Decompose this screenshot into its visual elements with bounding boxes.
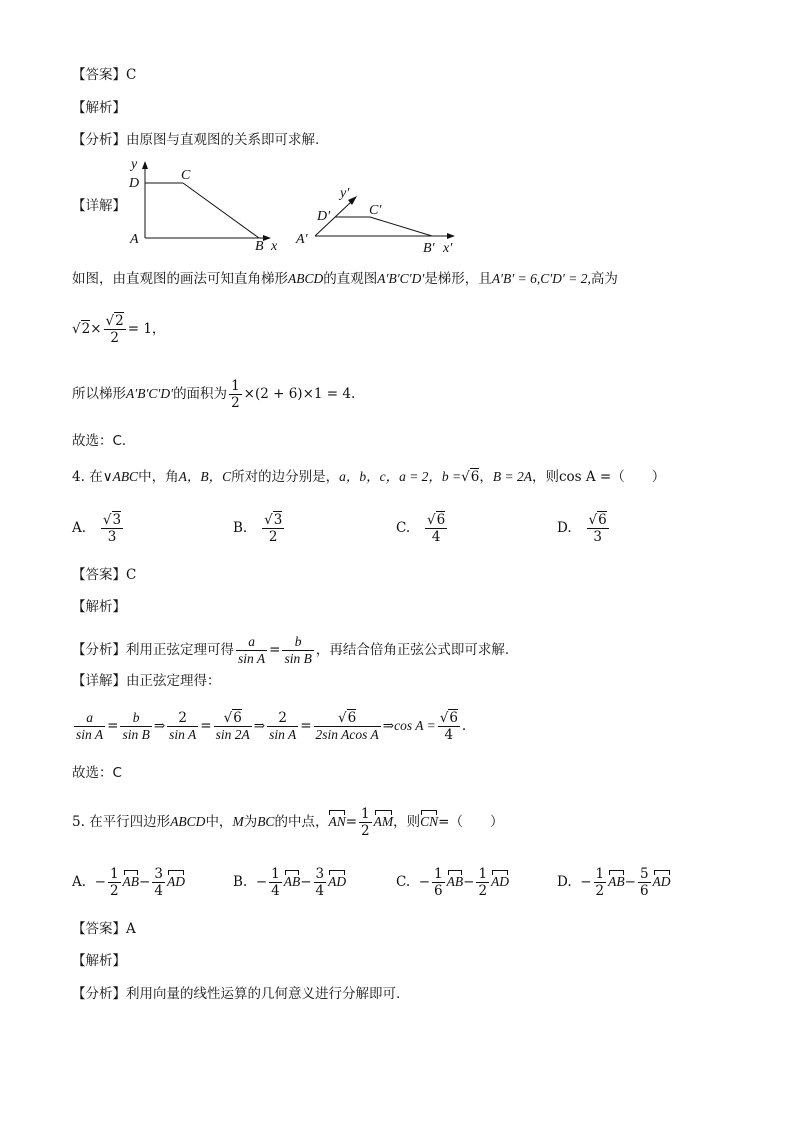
label-A-prime: A′ <box>296 232 308 247</box>
fenxi-tag: 【分析】 <box>72 986 126 1002</box>
equals: = <box>345 814 358 830</box>
minus: − <box>255 874 268 890</box>
minus: − <box>94 874 106 890</box>
equals: = <box>269 642 281 658</box>
vector-AN: AN <box>328 814 346 829</box>
numerator: a <box>74 710 105 727</box>
denominator: 4 <box>431 529 441 545</box>
q4-stem: 4. 在∨ABC中，角A，B，C所对的边分别是，a，b，c，a = 2，b =√6，B = 2A，则cos A =（ ） <box>72 469 666 485</box>
text: 中，角 <box>138 469 179 485</box>
denominator: 2 <box>231 395 240 411</box>
numerator: a <box>236 634 267 651</box>
option-label: A. <box>72 874 87 890</box>
text: 的面积为 <box>173 386 228 402</box>
option-label: A. <box>72 520 87 536</box>
numerator: 3 <box>273 512 283 528</box>
q5-option-a[interactable] <box>72 866 185 899</box>
numerator: 1 <box>109 866 119 882</box>
denominator: sin B <box>122 727 150 742</box>
text: 在平行四边形 <box>89 814 171 830</box>
text: 的中点， <box>274 814 329 830</box>
numerator: 1 <box>478 866 488 882</box>
label-y: y <box>131 157 138 172</box>
denominator: 4 <box>154 883 163 899</box>
math: a，b，c，a = 2，b = <box>339 469 462 484</box>
denominator: 2 <box>595 883 605 899</box>
xiangjie-tag: 【详解】 <box>72 673 126 689</box>
label-x-prime: x′ <box>443 241 453 256</box>
answer-tag: 【答案】 <box>72 567 126 583</box>
text: 利用正弦定理可得 <box>126 642 234 658</box>
numerator: 1 <box>434 866 443 882</box>
math: ∨ABC <box>102 469 139 484</box>
denominator: 2 <box>268 529 278 545</box>
vector-AD: AD <box>328 874 347 889</box>
q4-guxuan: 故选：C <box>72 765 122 781</box>
denominator: 2 <box>478 883 488 899</box>
numerator: 6 <box>436 512 446 528</box>
fraction: $\frac{√2}{2}$ <box>105 313 124 346</box>
figure-original-trapezoid <box>125 152 285 252</box>
text: 如图，由直观图的画法可知直角梯形 <box>72 271 288 287</box>
q5-answer-line <box>72 920 136 938</box>
denominator: 2 <box>110 330 119 346</box>
option-label: D. <box>557 874 572 890</box>
math: ABCD <box>288 271 324 286</box>
vector-AB: AB <box>608 874 625 889</box>
denominator: 4 <box>271 883 280 899</box>
q3-guxuan: 故选：C. <box>72 433 127 449</box>
q4-option-b[interactable]: B. $\frac{√3}{2}$ <box>233 512 283 545</box>
implies: ⇒ <box>153 718 166 734</box>
q3-detail-line2: √2× $\frac{√2}{2}$ = 1， <box>72 313 166 346</box>
times: × <box>90 321 102 337</box>
denominator: 4 <box>444 727 454 743</box>
numerator: 3 <box>112 512 122 528</box>
q4-option-d[interactable]: D. $\frac{√6}{3}$ <box>557 512 607 545</box>
edge-CB <box>183 183 259 238</box>
denominator: 3 <box>107 529 117 545</box>
label-B: B <box>255 239 264 252</box>
label-B-prime: B′ <box>423 241 435 256</box>
equals: = 1， <box>127 321 166 337</box>
math: ABCD <box>170 814 206 829</box>
text: 所对的边分别是， <box>231 469 340 485</box>
text: 高为 <box>590 271 618 287</box>
q3-detail-line3 <box>72 378 355 411</box>
minus: − <box>139 874 151 890</box>
denominator: 6 <box>434 883 443 899</box>
denominator: sin A <box>76 727 104 742</box>
x-axis-arrow <box>263 235 271 241</box>
math: cos A = <box>558 469 612 485</box>
question-number: 4. <box>72 469 85 485</box>
numerator: 1 <box>231 378 240 394</box>
edge-C-prime-B-prime <box>370 217 432 236</box>
option-label: B. <box>233 874 248 890</box>
vector-AM: AM <box>373 814 394 829</box>
fraction <box>229 378 242 411</box>
implies: ⇒ <box>382 718 395 734</box>
answer-value: C <box>126 67 137 83</box>
numerator: 1 <box>595 866 605 882</box>
option-label: C. <box>396 874 411 890</box>
q4-equation-chain: $\frac{a}{\text{sin A}}$ = $\frac{b}{\text{sin B}}$ ⇒ $\frac{2}{\text{sin A}}$ = $\frac{√6}{\sin 2A}$ ⇒ $\frac{2}{\text{sin A}}$ = $\frac{√6}{\text{2sin Acos A}}$ ⇒cos A = $\frac{√6}{4}$ . <box>76 710 467 743</box>
denominator: 2sin Acos A <box>315 727 379 742</box>
denominator: sin A <box>269 727 297 742</box>
denominator: sin 2A <box>215 727 250 742</box>
denominator: 2 <box>361 823 370 839</box>
numerator: 6 <box>233 710 242 726</box>
q5-fenxi-line <box>72 985 400 1003</box>
minus: − <box>300 874 312 890</box>
text: 在 <box>89 469 103 485</box>
minus: − <box>580 874 592 890</box>
fenxi-tag: 【分析】 <box>72 132 126 148</box>
math: cos A = <box>394 718 436 733</box>
equals: = <box>300 718 312 734</box>
numerator: 6 <box>449 710 458 726</box>
period: . <box>461 718 467 734</box>
minus: − <box>418 874 431 890</box>
text: ， <box>479 469 493 485</box>
q4-jiexi-tag: 【解析】 <box>72 599 126 615</box>
vector-AD: AD <box>491 874 510 889</box>
vector-AD: AD <box>166 874 185 889</box>
text: 的直观图 <box>323 271 378 287</box>
numerator: 3 <box>315 866 325 882</box>
q3-jiexi-tag: 【解析】 <box>72 100 126 116</box>
denominator: sin A <box>169 727 197 742</box>
answer-tag: 【答案】 <box>72 67 126 83</box>
numerator: 1 <box>271 866 280 882</box>
math: A′B′ = 6,C′D′ = 2, <box>491 271 591 286</box>
numerator: b <box>282 634 313 651</box>
text: ，则 <box>393 814 421 830</box>
label-A: A <box>130 232 139 247</box>
option-label: D. <box>557 520 572 536</box>
numerator: 5 <box>639 866 649 882</box>
denominator: 2 <box>109 883 119 899</box>
text: （ ） <box>611 469 666 485</box>
fenxi-tag: 【分析】 <box>72 642 126 658</box>
vector-AB: AB <box>283 874 301 889</box>
q5-option-c[interactable] <box>396 866 509 899</box>
label-y-prime: y′ <box>340 186 350 201</box>
fenxi-text: 利用向量的线性运算的几何意义进行分解即可. <box>126 986 401 1002</box>
label-D-prime: D′ <box>317 209 331 224</box>
answer-value: A <box>126 921 136 937</box>
denominator: 4 <box>315 883 325 899</box>
q5-option-b[interactable] <box>233 866 346 899</box>
numerator: 2 <box>115 313 124 329</box>
q4-xiangjie-line <box>72 672 221 690</box>
minus: − <box>624 874 636 890</box>
q3-detail-line1 <box>72 270 618 288</box>
numerator: 2 <box>267 710 298 727</box>
label-C: C <box>181 168 191 183</box>
text: 中， <box>205 814 233 830</box>
text: 为 <box>243 814 258 830</box>
q4-option-a[interactable]: A. $\frac{√3}{3}$ <box>72 512 122 545</box>
answer-value: C <box>126 567 137 583</box>
q3-fenxi-line <box>72 131 319 149</box>
q4-fenxi-line <box>72 634 509 667</box>
text: 由正弦定理得： <box>126 673 221 689</box>
vector-AB: AB <box>122 874 140 889</box>
denominator: 6 <box>639 883 649 899</box>
label-D: D <box>129 176 140 191</box>
math: A′B′C′D′ <box>377 271 425 286</box>
math: M <box>232 814 244 829</box>
numerator: 6 <box>598 512 607 528</box>
option-label: C. <box>396 520 411 536</box>
equals: = <box>200 718 212 734</box>
label-C-prime: C′ <box>369 203 382 218</box>
numerator: b <box>120 710 151 727</box>
vector-AB: AB <box>446 874 464 889</box>
y-axis-arrow <box>142 161 148 169</box>
math: A，B，C <box>178 469 232 484</box>
denominator: 3 <box>593 529 602 545</box>
math: B = 2A <box>492 469 532 484</box>
vector-AD: AD <box>652 874 671 889</box>
sqrt-radicand: 2 <box>81 321 91 337</box>
label-x: x <box>271 239 278 252</box>
figure-intuitive-trapezoid <box>295 180 465 260</box>
numerator: 2 <box>167 710 198 727</box>
q3-answer-line <box>72 66 136 84</box>
denominator: sin B <box>284 651 312 666</box>
q5-stem <box>72 806 503 839</box>
text: 是梯形，且 <box>424 271 492 287</box>
vector-CN: CN <box>420 814 439 829</box>
fenxi-text: 由原图与直观图的关系即可求解. <box>126 132 320 148</box>
x-prime-axis-arrow <box>447 233 455 239</box>
q4-option-c[interactable]: C. $\frac{√6}{4}$ <box>396 512 446 545</box>
denominator: sin A <box>238 651 266 666</box>
option-label: B. <box>233 520 248 536</box>
sqrt-radicand: 6 <box>470 469 480 485</box>
math: A′B′C′D′ <box>126 386 174 401</box>
math: ×(2 + 6)×1 = 4. <box>243 386 356 402</box>
q5-jiexi-tag: 【解析】 <box>72 953 126 969</box>
numerator: 1 <box>361 806 370 822</box>
q5-option-d[interactable] <box>557 866 671 899</box>
q3-xiangjie-tag: 【详解】 <box>72 198 126 214</box>
math: BC <box>257 814 275 829</box>
text: ，则 <box>531 469 559 485</box>
text: =（ ） <box>438 814 504 830</box>
numerator: 6 <box>347 710 357 726</box>
implies: ⇒ <box>253 718 266 734</box>
minus: − <box>463 874 475 890</box>
equals: = <box>107 718 119 734</box>
text: 所以梯形 <box>72 386 126 402</box>
numerator: 3 <box>154 866 163 882</box>
text: ，再结合倍角正弦公式即可求解. <box>315 642 510 658</box>
answer-tag: 【答案】 <box>72 921 126 937</box>
question-number: 5. <box>72 814 85 830</box>
q4-answer-line <box>72 566 136 584</box>
